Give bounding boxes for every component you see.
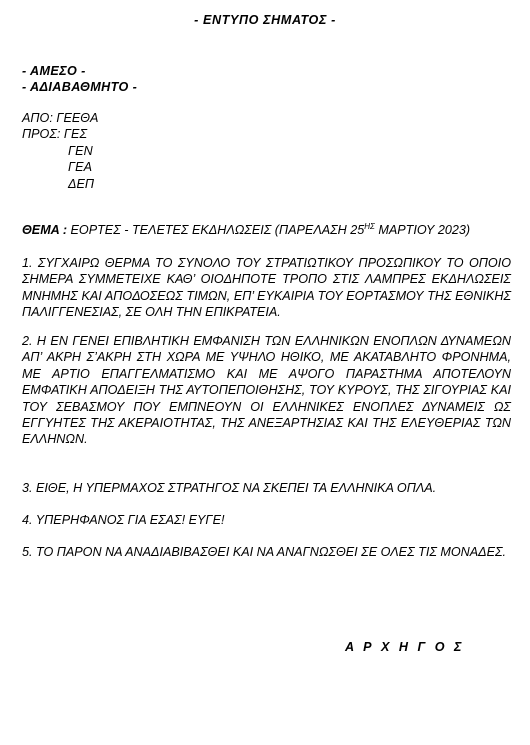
- to-label: ΠΡΟΣ:: [22, 127, 61, 142]
- recipient: ΔΕΠ: [68, 176, 94, 191]
- subject-superscript: ΗΣ: [364, 222, 375, 231]
- recipient-row: [22, 143, 98, 159]
- paragraph-1: 1. ΣΥΓΧΑΙΡΩ ΘΕΡΜΑ ΤΟ ΣΥΝΟΛΟ ΤΟΥ ΣΤΡΑΤΙΩΤΙΚΟΥ ΠΡΟΣΩΠΙΚΟΥ ΤΟ ΟΠΟΙΟ ΣΗΜΕΡΑ ΣΥΜΜΕΤΕΙΧΕ ΚΑΘ’ ΟΙΟΔΗΠΟΤΕ ΤΡΟΠΟ ΣΤΙΣ ΛΑΜΠΡΕΣ ΕΚΔΗΛΩΣΕΙΣ ΜΝΗΜΗΣ ΚΑΙ ΑΠΟΔΟΣΕΩΣ ΤΙΜΩΝ, ΕΠ’ ΕΥΚΑΙΡΙΑ ΤΟΥ ΕΟΡΤΑΣΜΟΥ ΤΗΣ ΕΘΝΙΚΗΣ ΠΑΛΙΓΓΕΝΕΣΙΑΣ, ΣΕ ΟΛΗ ΤΗΝ ΕΠΙΚΡΑΤΕΙΑ.: [22, 256, 511, 320]
- subject-label: ΘΕΜΑ :: [22, 223, 68, 237]
- classification-label: - ΑΔΙΑΒΑΘΜΗΤΟ -: [22, 80, 138, 94]
- from-value: ΓΕΕΘΑ: [56, 111, 99, 125]
- from-label: ΑΠΟ:: [22, 111, 53, 125]
- signature: Α Ρ Χ Η Γ Ο Σ: [345, 640, 465, 654]
- subject-text-part: ΜΑΡΤΙΟΥ 2023): [374, 223, 471, 237]
- to-row: [22, 126, 98, 142]
- form-title: - ΕΝΤΥΠΟ ΣΗΜΑΤΟΣ -: [194, 13, 336, 27]
- paragraph-2: 2. Η ΕΝ ΓΕΝΕΙ ΕΠΙΒΛΗΤΙΚΗ ΕΜΦΑΝΙΣΗ ΤΩΝ ΕΛΛΗΝΙΚΩΝ ΕΝΟΠΛΩΝ ΔΥΝΑΜΕΩΝ ΑΠ’ ΑΚΡΗ Σ’ΑΚΡΗ ΣΤΗ ΧΩΡΑ ΜΕ ΥΨΗΛΟ ΗΘΙΚΟ, ΜΕ ΑΚΑΤΑΒΛΗΤΟ ΦΡΟΝΗΜΑ, ΜΕ ΑΡΤΙΟ ΕΠΑΓΓΕΛΜΑΤΙΣΜΟ ΚΑΙ ΜΕ ΑΨΟΓΟ ΠΑΡΑΣΤΗΜΑ ΑΠΟΤΕΛΟΥΝ ΕΜΦΑΤΙΚΗ ΑΠΟΔΕΙΞΗ ΤΗΣ ΑΥΤΟΠΕΠΟΙΘΗΣΗΣ, ΤΟΥ ΚΥΡΟΥΣ, ΤΗΣ ΣΙΓΟΥΡΙΑΣ ΚΑΙ ΤΟΥ ΣΕΒΑΣΜΟΥ ΠΟΥ ΕΜΠΝΕΟΥΝ ΟΙ ΕΛΛΗΝΙΚΕΣ ΕΝΟΠΛΕΣ ΔΥΝΑΜΕΙΣ ΩΣ ΕΓΓΥΗΤΕΣ ΤΗΣ ΑΚΕΡΑΙΟΤΗΤΑΣ, ΤΗΣ ΑΝΕΞΑΡΤΗΣΙΑΣ ΚΑΙ ΤΗΣ ΕΛΕΥΘΕΡΙΑΣ ΤΩΝ ΕΛΛΗΝΩΝ.: [22, 334, 511, 447]
- classification-block: [22, 63, 137, 95]
- subject-line: [22, 223, 522, 237]
- from-row: [22, 110, 98, 126]
- paragraph-4: 4. ΥΠΕΡΗΦΑΝΟΣ ΓΙΑ ΕΣΑΣ! ΕΥΓΕ!: [22, 513, 225, 527]
- recipient-row: [22, 159, 98, 175]
- subject-text: [71, 223, 471, 237]
- subject-text-part: ΕΟΡΤΕΣ - ΤΕΛΕΤΕΣ ΕΚΔΗΛΩΣΕΙΣ (ΠΑΡΕΛΑΣΗ 25: [70, 223, 365, 237]
- paragraph-5: 5. ΤΟ ΠΑΡΟΝ ΝΑ ΑΝΑΔΙΑΒΙΒΑΣΘΕΙ ΚΑΙ ΝΑ ΑΝΑΓΝΩΣΘΕΙ ΣΕ ΟΛΕΣ ΤΙΣ ΜΟΝΑΔΕΣ.: [22, 545, 507, 559]
- paragraph-3: 3. ΕΙΘΕ, Η ΥΠΕΡΜΑΧΟΣ ΣΤΡΑΤΗΓΟΣ ΝΑ ΣΚΕΠΕΙ ΤΑ ΕΛΛΗΝΙΚΑ ΟΠΛΑ.: [22, 481, 437, 495]
- recipient-row: [22, 176, 98, 192]
- recipient: ΓΕΣ: [63, 127, 88, 142]
- recipient: ΓΕΝ: [68, 143, 93, 158]
- routing-block: [22, 110, 98, 192]
- precedence-label: - ΑΜΕΣΟ -: [22, 64, 86, 78]
- recipient: ΓΕΑ: [68, 160, 92, 175]
